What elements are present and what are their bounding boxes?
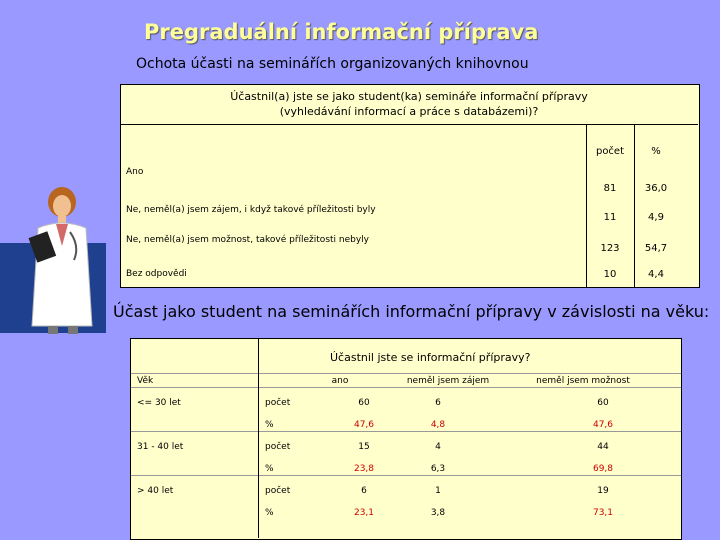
cell-pct: 47,6 [353,420,375,430]
col-header: ano [331,376,349,386]
question-line-1: Účastnil(a) jste se jako student(ka) semináře informační přípravy [230,90,588,103]
age-header: Věk [137,376,154,386]
divider [258,338,259,538]
row-count: 10 [603,269,617,280]
participation-question [120,84,698,125]
col-count-header: počet [595,146,625,157]
age-group: <= 30 let [137,398,181,408]
count-label: počet [265,398,291,408]
section-heading: Účast jako student na seminářích informační přípravy v závislosti na věku: [113,302,710,321]
col-header: neměl jsem zájem [406,376,490,386]
cell-pct: 23,8 [353,464,375,474]
pct-label: % [265,508,274,518]
col-header: neměl jsem možnost [536,376,630,386]
row-pct: 4,9 [648,212,664,223]
cell-count: 15 [358,442,370,452]
row-label: Bez odpovědi [126,269,187,279]
cell-pct: 23,1 [353,508,375,518]
crosstab-question: Účastnil jste se informační přípravy? [330,351,531,364]
row-count: 81 [603,183,617,194]
doctor-illustration [18,186,108,336]
count-label: počet [265,486,291,496]
slide-subtitle: Ochota účasti na seminářích organizovaných knihovnou [136,56,529,72]
row-pct: 36,0 [644,183,668,194]
row-label: Ano [126,167,144,177]
cell-count: 60 [358,398,370,408]
question-line-2: (vyhledávání informací a práce s databázemi)? [279,105,539,118]
divider [586,125,587,287]
count-label: počet [265,442,291,452]
cell-count: 6 [435,398,441,408]
row-count: 11 [603,212,617,223]
pct-label: % [265,420,274,430]
cell-pct: 73,1 [592,508,614,518]
pct-label: % [265,464,274,474]
cell-pct: 3,8 [430,508,446,518]
cell-count: 60 [597,398,609,408]
age-group: > 40 let [137,486,174,496]
cell-pct: 4,8 [430,420,446,430]
cell-count: 19 [597,486,609,496]
col-pct-header: % [651,146,661,157]
cell-pct: 69,8 [592,464,614,474]
cell-count: 44 [597,442,609,452]
row-label: Ne, neměl(a) jsem možnost, takové příležitosti nebyly [126,235,369,245]
cell-pct: 47,6 [592,420,614,430]
row-label: Ne, neměl(a) jsem zájem, i když takové příležitosti byly [126,205,376,215]
row-pct: 4,4 [648,269,664,280]
cell-count: 6 [361,486,367,496]
divider [634,125,635,287]
row-pct: 54,7 [644,243,668,254]
cell-pct: 6,3 [430,464,446,474]
cell-count: 4 [435,442,441,452]
cell-count: 1 [435,486,441,496]
age-group: 31 - 40 let [137,442,184,452]
row-count: 123 [600,243,620,254]
slide-title: Pregraduální informační příprava [144,20,539,44]
